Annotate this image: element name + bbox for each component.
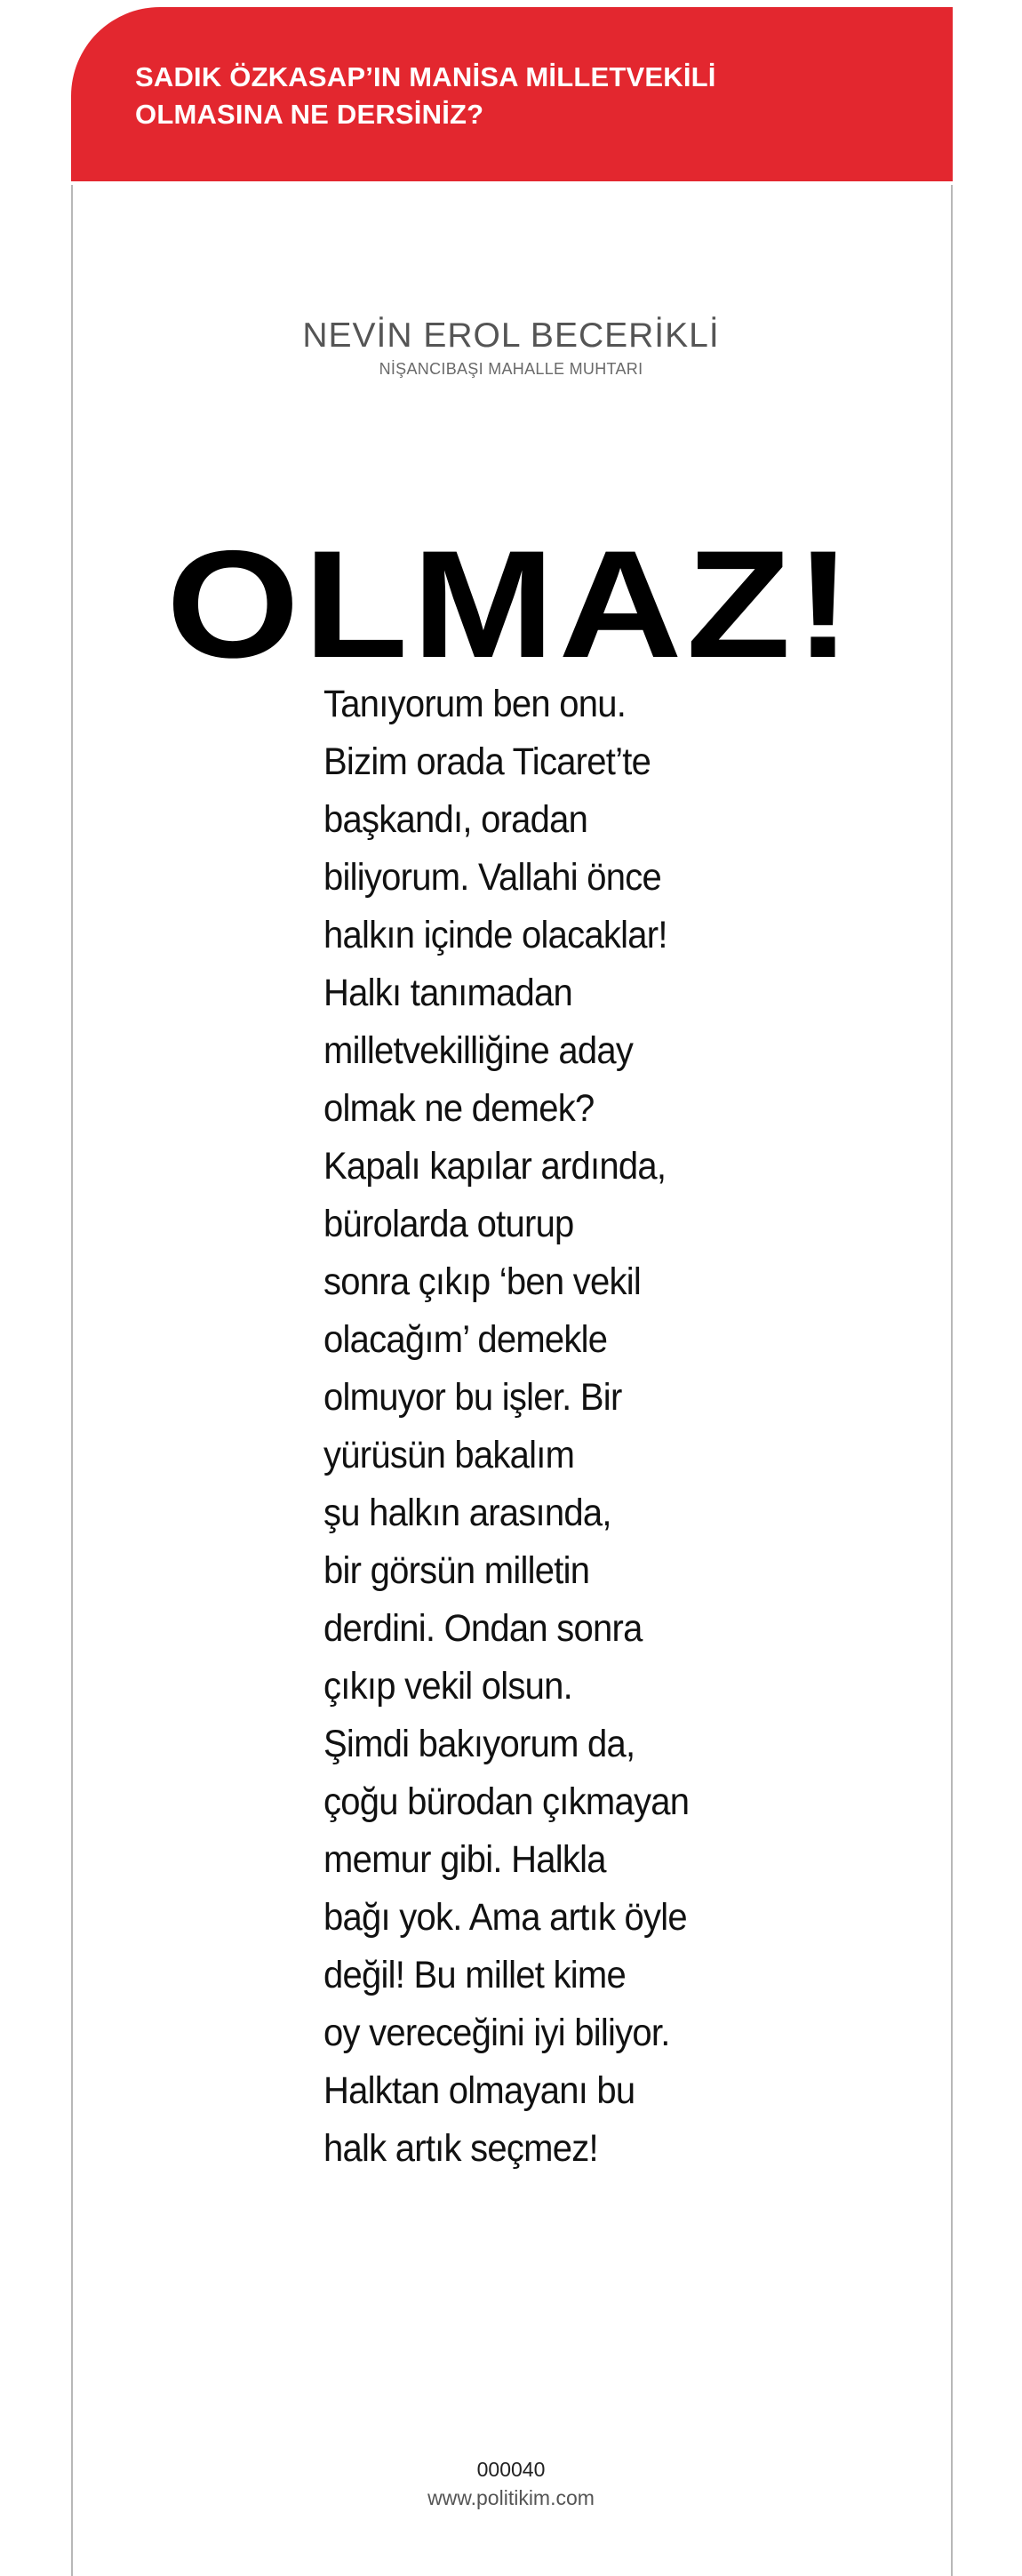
question-title: SADIK ÖZKASAP’IN MANİSA MİLLETVEKİLİ OLMASINA NE DERSİNİZ? xyxy=(135,61,716,130)
author-name: NEVİN EROL BECERİKLİ xyxy=(302,316,720,355)
author-role: NİŞANCIBAŞI MAHALLE MUHTARI xyxy=(379,360,643,378)
footer xyxy=(0,2455,1022,2512)
answer-text: Tanıyorum ben onu. Bizim orada Ticaret’te başkandı, oradan biliyorum. Vallahi önce halkın içinde olacaklar! Halkı tanımadan milletvekilliğine aday olmak ne demek? Kapalı kapılar ardında, bürolarda oturup sonra çıkıp ‘ben vekil olacağım’ demekle olmuyor bu işler. Bir yürüsün bakalım şu halkın arasında, bir görsün milletin derdini. Ondan sonra çıkıp vekil olsun. Şimdi bakıyorum da, çoğu bürodan çıkmayan memur gibi. Halkla bağı yok. Ama artık öyle değil! Bu millet kime oy vereceğini iyi biliyor. Halktan olmayanı bu halk artık seçmez! xyxy=(323,683,690,2170)
headline: OLMAZ! xyxy=(166,519,856,690)
website-url: www.politikim.com xyxy=(427,2486,595,2509)
question-banner xyxy=(71,7,953,181)
author-block xyxy=(0,316,1022,380)
page-code: 000040 xyxy=(476,2458,546,2481)
